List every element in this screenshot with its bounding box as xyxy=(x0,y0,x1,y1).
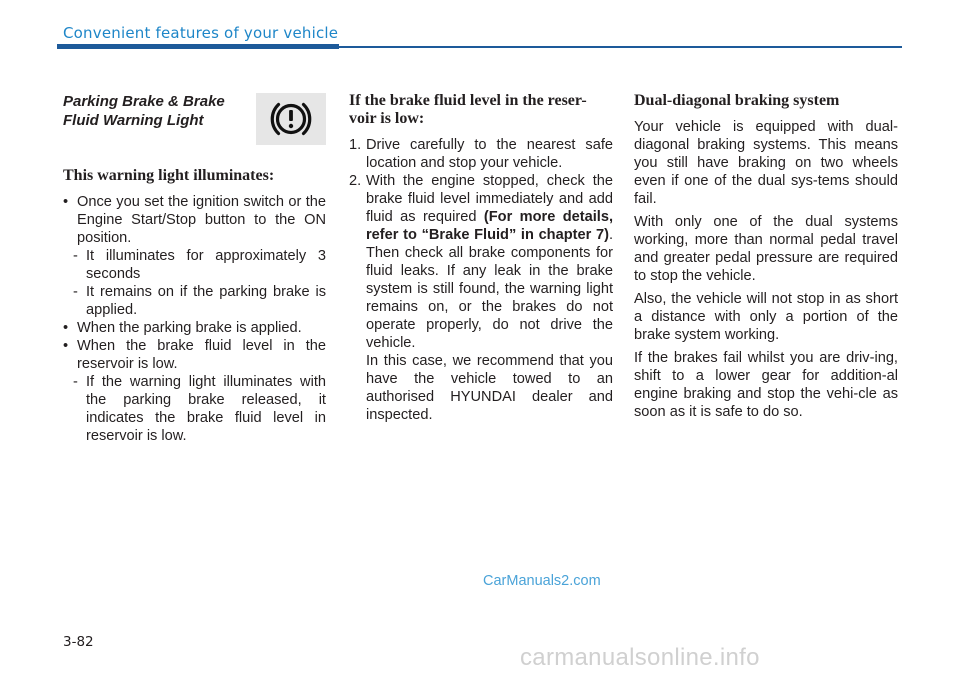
site-watermark: CarManuals2.com xyxy=(483,573,601,589)
bullet-item: • When the parking brake is applied. xyxy=(63,319,326,337)
paragraph: If the brakes fail whilst you are driv-ing, shift to a lower gear for addition-al engine braking and stop the vehi-cle as soon as it is safe to do so. xyxy=(634,350,898,420)
column-parking-brake xyxy=(63,92,326,445)
paragraph: With only one of the dual systems working, more than normal pedal travel and greater pedal pressure are required to stop the vehicle. xyxy=(634,214,898,284)
bullet-item: • Once you set the ignition switch or the Engine Start/Stop button to the ON position. xyxy=(63,193,326,247)
paragraph: Your vehicle is equipped with dual-diagonal braking systems. This means you still have braking on two wheels even if one of the dual sys-tems should fail. xyxy=(634,119,898,207)
column-fluid-low xyxy=(349,92,613,424)
item-text: . Then check all brake components for fluid leaks. If any leak in the brake system is still found, the warning light remains on, or the brakes do not operate properly, do not drive the vehicle. xyxy=(366,227,613,351)
item-number: 2. xyxy=(349,173,362,189)
bullet-item: • When the brake fluid level in the reservoir is low. xyxy=(63,337,326,373)
note-paragraph: In this case, we recommend that you have the vehicle towed to an authorised HYUNDAI dealer and inspected. xyxy=(366,353,613,423)
section-header-title: Convenient features of your vehicle xyxy=(63,24,339,42)
footer-watermark: carmanualsonline.info xyxy=(520,644,760,671)
cross-reference: (For more details, refer to “Brake Fluid” in chapter 7) xyxy=(366,209,613,243)
page-number: 3-82 xyxy=(63,634,94,650)
numbered-item xyxy=(349,172,613,352)
item-text: Drive carefully to the nearest safe location and stop your vehicle. xyxy=(366,137,613,171)
item-number: 1. xyxy=(349,137,362,153)
dash-item: - If the warning light illuminates with the parking brake released, it indicates the brake fluid level in reservoir is low. xyxy=(63,373,326,445)
paragraph: Also, the vehicle will not stop in as short a distance with only a portion of the brake system working. xyxy=(634,291,898,343)
column-dual-diagonal xyxy=(634,92,898,426)
section-heading: Parking Brake & Brake Fluid Warning Light xyxy=(63,93,225,129)
dash-item: - It illuminates for approximately 3 seconds xyxy=(63,247,326,283)
dash-item: - It remains on if the parking brake is applied. xyxy=(63,283,326,319)
section-heading: Dual-diagonal braking system xyxy=(634,92,840,109)
numbered-item xyxy=(349,136,613,172)
header-rule-thin xyxy=(339,46,902,48)
sub-heading: This warning light illuminates: xyxy=(63,167,275,184)
item-text: With the engine stopped, check the brake fluid level immediately and add fluid as required xyxy=(366,173,613,225)
section-heading: If the brake fluid level in the reser-voir is low: xyxy=(349,92,587,127)
header-rule-thick xyxy=(57,44,339,49)
